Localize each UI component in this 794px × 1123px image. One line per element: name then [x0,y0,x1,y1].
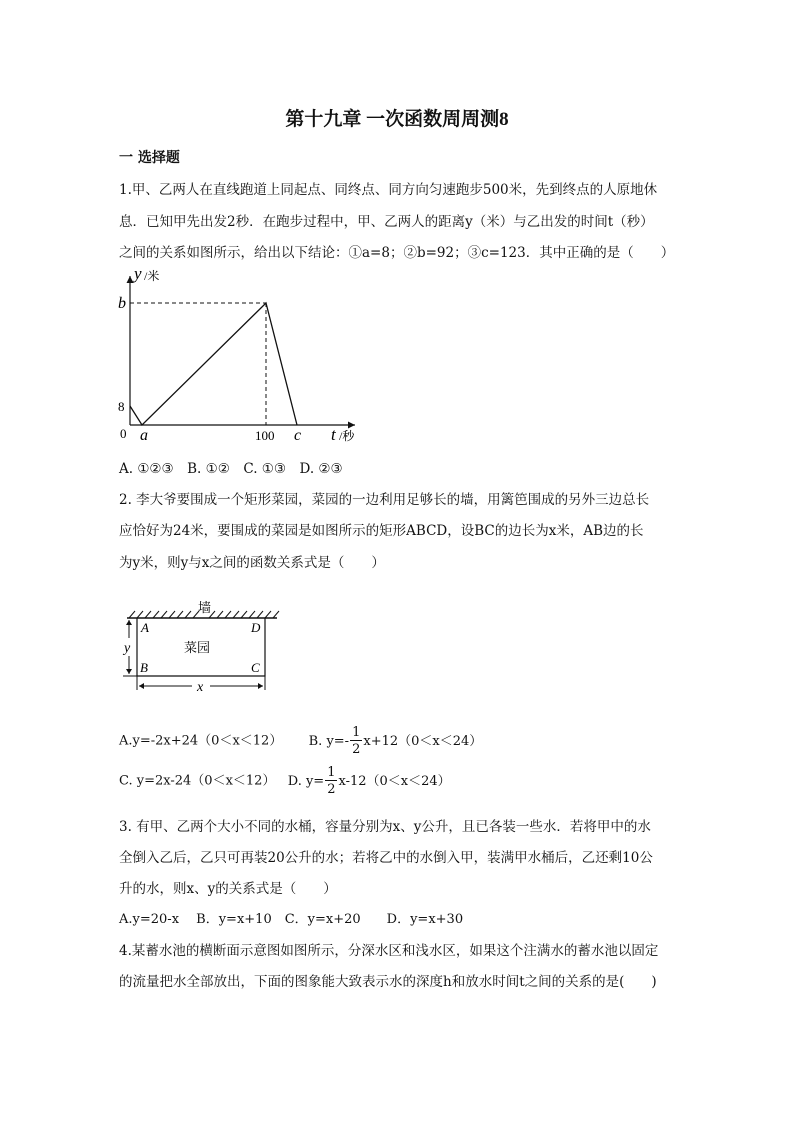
q2-option-b-prefix: B. y=- [308,733,350,749]
q2-options-ab [119,726,482,756]
page-title: 第十九章 一次函数周周测8 [285,109,509,130]
fraction-numerator: 1 [352,725,361,740]
q4-line-2: 的流量把水全部放出，下面的图象能大致表示水的深度h和放水时间t之间的关系的是( ) [119,974,657,990]
section-heading: 一 选择题 [119,150,180,166]
q1-y-label: y [134,264,142,283]
q3-options: A.y=20-x B．y=x+10 C．y=x+20 D．y=x+30 [119,912,464,927]
q1-line-1: 1.甲、乙两人在直线跑道上同起点、同终点、同方向匀速跑步500米，先到终点的人原地休 [119,182,658,198]
q1-8-label: 8 [118,399,125,414]
q2-option-b-suffix: x+12（0＜x＜24） [363,733,483,749]
q1-0-label: 0 [120,426,127,441]
q2-garden-figure [112,598,284,700]
q1-y-unit: /米 [144,269,160,283]
q2-line-1: 2. 李大爷要围成一个矩形菜园，菜园的一边利用足够长的墙，用篱笆围成的另外三边总长 [119,492,650,508]
q2-line-3: 为y米，则y与x之间的函数关系式是（ ） [119,555,385,571]
q2-option-d-prefix: D. y= [287,773,325,789]
q2-options-cd [119,766,451,796]
q2-y-label: y [124,641,131,656]
q2-option-c: C. y=2x-24（0＜x＜12） [119,773,276,789]
q1-t-label: t [331,425,336,444]
fraction-numerator: 1 [327,765,336,780]
q1-line-3: 之间的关系如图所示，给出以下结论：①a=8；②b=92；③c=123．其中正确的是（ ） [119,245,675,261]
q2-option-a: A.y=-2x+24（0＜x＜12） [119,733,283,749]
q2-point-b: B [140,660,148,675]
q1-t-unit: /秒 [339,429,355,443]
fraction-denominator: 2 [327,782,336,797]
q1-line-2: 息．已知甲先出发2秒．在跑步过程中，甲、乙两人的距离y（米）与乙出发的时间t（秒） [119,214,654,230]
q2-garden-label: 菜园 [184,641,211,656]
q4-line-1: 4.某蓄水池的横断面示意图如图所示，分深水区和浅水区，如果这个注满水的蓄水池以固定 [119,943,659,959]
q1-options: A. ①②③ B. ①② C. ①③ D. ②③ [119,461,343,477]
q2-option-d [287,765,451,797]
q2-point-c: C [251,660,260,675]
q1-a-label: a [140,427,148,444]
q2-option-b-fraction [350,726,362,756]
q3-line-2: 全倒入乙后，乙只可再装20公升的水；若将乙中的水倒入甲，装满甲水桶后，乙还剩10公 [119,850,653,866]
fraction-denominator: 2 [352,742,361,757]
q1-c-label: c [294,427,302,444]
q2-x-label: x [197,680,204,695]
q1-graph [110,262,370,450]
q2-point-a: A [141,620,149,635]
q3-line-1: 3. 有甲、乙两个大小不同的水桶，容量分别为x、y公升，且已各装一些水．若将甲中的水 [119,819,651,835]
q2-point-d: D [251,620,261,635]
q1-b-label: b [118,295,126,312]
q2-option-b [308,725,483,757]
q2-option-d-fraction [325,766,337,796]
q2-wall-label: 墙 [198,601,212,616]
q2-line-2: 应恰好为24米，要围成的菜园是如图所示的矩形ABCD，设BC的边长为x米，AB边的长 [119,523,644,539]
q2-option-d-suffix: x-12（0＜x＜24） [338,773,451,789]
q1-distance-line [130,303,297,425]
q1-100-label: 100 [255,428,275,443]
q3-line-3: 升的水，则x、y的关系式是（ ） [119,881,337,897]
